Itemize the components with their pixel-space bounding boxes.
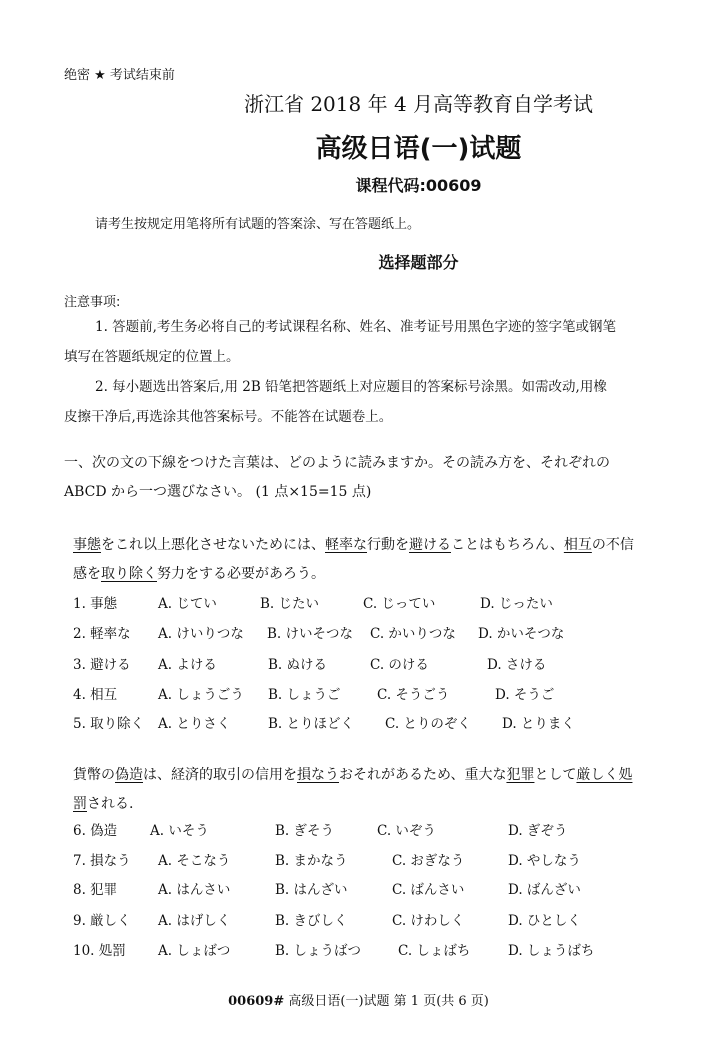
answer-option-d: D. しょうばち xyxy=(508,943,595,959)
notice-heading: 注意事项: xyxy=(64,295,121,310)
course-code-text: 课程代码:00609 xyxy=(355,176,482,195)
question-label: 8. 犯罪 xyxy=(73,882,118,898)
answer-option-d: D. じったい xyxy=(480,596,553,612)
section-title xyxy=(0,250,717,273)
notice-item-1-line-1: 1. 答题前,考生务必将自己的考试课程名称、姓名、准考证号用黑色字迹的签字笔或钢笔 xyxy=(95,319,616,335)
paper-title-text: 高级日语(一)试题 xyxy=(315,134,522,164)
underlined-word: 厳しく処 xyxy=(576,767,633,783)
answer-option-d: D. ぎぞう xyxy=(508,823,568,839)
notice-item-2-line-2: 皮擦干净后,再选涂其他答案标号。不能答在试题卷上。 xyxy=(64,409,393,425)
answer-option-d: D. さける xyxy=(487,657,547,673)
underlined-word: 偽造 xyxy=(115,767,143,783)
answer-option-d: D. とりまく xyxy=(502,716,575,732)
answer-option-a: A. はんさい xyxy=(158,882,231,898)
answer-option-b: B. じたい xyxy=(260,596,320,612)
answer-option-d: D. やしなう xyxy=(508,853,581,869)
answer-option-d: D. かいそつな xyxy=(478,626,565,642)
passage-text: をこれ以上悪化させないためには、 xyxy=(101,537,325,553)
answer-option-c: C. そうごう xyxy=(377,687,450,703)
passage-text: 貨幣の xyxy=(73,767,115,783)
passage-1-line-1 xyxy=(73,534,634,554)
passage-text: される. xyxy=(87,796,134,812)
passage-text: は、経済的取引の信用を xyxy=(143,767,297,783)
passage-text: 行動を xyxy=(367,537,409,553)
answer-option-a: A. しょばつ xyxy=(158,943,231,959)
part1-heading-line-2: ABCD から一つ選びなさい。 (1 点×15=15 点) xyxy=(64,484,372,500)
underlined-word: 軽率な xyxy=(325,537,367,553)
question-label: 9. 厳しく xyxy=(73,913,131,929)
answer-option-a: A. けいりつな xyxy=(158,626,244,642)
answer-option-b: B. とりほどく xyxy=(268,716,355,732)
underlined-word: 取り除く xyxy=(101,566,157,582)
answer-option-b: B. ぬける xyxy=(268,657,328,673)
question-label: 1. 事態 xyxy=(73,596,118,612)
answer-option-d: D. そうご xyxy=(495,687,555,703)
answer-option-b: B. しょうばつ xyxy=(275,943,362,959)
answer-option-c: C. しょばち xyxy=(398,943,471,959)
underlined-word: 損なう xyxy=(297,767,339,783)
answer-option-a: A. そこなう xyxy=(158,853,231,869)
underlined-word: 避ける xyxy=(409,537,451,553)
answer-option-a: A. じてい xyxy=(158,596,217,612)
answer-option-c: C. とりのぞく xyxy=(385,716,471,732)
answer-option-b: B. きびしく xyxy=(275,913,348,929)
underlined-word: 相互 xyxy=(563,537,592,553)
answer-option-c: C. ばんさい xyxy=(392,882,465,898)
underlined-word: 罰 xyxy=(73,796,87,812)
passage-text: として xyxy=(534,767,577,783)
answer-option-c: C. おぎなう xyxy=(392,853,465,869)
instruction-text: 请考生按规定用笔将所有试题的答案涂、写在答题纸上。 xyxy=(95,217,421,232)
question-label: 5. 取り除く xyxy=(73,716,145,732)
question-label: 3. 避ける xyxy=(73,657,131,673)
question-label: 6. 偽造 xyxy=(73,823,118,839)
answer-option-c: C. いぞう xyxy=(377,823,436,839)
answer-option-c: C. かいりつな xyxy=(370,626,456,642)
notice-item-2-line-1: 2. 每小题选出答案后,用 2B 铅笔把答题纸上对应题目的答案标号涂黑。如需改动,用橡 xyxy=(95,379,607,395)
answer-option-c: C. じってい xyxy=(363,596,436,612)
question-label: 10. 処罰 xyxy=(73,943,126,959)
passage-text: おそれがあるため、重大な xyxy=(339,767,507,783)
course-code xyxy=(0,173,717,196)
answer-option-b: B. はんざい xyxy=(275,882,348,898)
exam-title xyxy=(0,88,717,117)
passage-text: の不信 xyxy=(591,537,634,553)
answer-option-b: B. しょうご xyxy=(268,687,341,703)
paper-title xyxy=(0,128,717,165)
answer-option-c: C. けわしく xyxy=(392,913,465,929)
part1-heading-line-1: 一、次の文の下線をつけた言葉は、どのように読みますか。その読み方を、それぞれの xyxy=(64,455,610,471)
question-label: 7. 損なう xyxy=(73,853,131,869)
answer-option-b: B. ぎそう xyxy=(275,823,335,839)
page-footer xyxy=(0,990,717,1009)
answer-option-a: A. よける xyxy=(158,657,217,673)
footer-text: 高级日语(一)试题 第 1 页(共 6 页) xyxy=(284,994,489,1009)
notice-item-1-line-2: 填写在答题纸规定的位置上。 xyxy=(64,349,240,365)
underlined-word: 犯罪 xyxy=(506,767,535,783)
answer-option-d: D. ひとしく xyxy=(508,913,581,929)
answer-option-a: A. しょうごう xyxy=(158,687,244,703)
answer-option-b: B. けいそつな xyxy=(267,626,354,642)
passage-2-line-1 xyxy=(73,764,632,784)
question-label: 2. 軽率な xyxy=(73,626,131,642)
question-label: 4. 相互 xyxy=(73,687,118,703)
passage-2-line-2 xyxy=(73,793,133,813)
passage-text: ことはもちろん、 xyxy=(451,537,564,553)
underlined-word: 事態 xyxy=(73,537,101,553)
section-title-text: 选择题部分 xyxy=(378,253,459,272)
answer-option-c: C. のける xyxy=(370,657,429,673)
answer-option-a: A. とりさく xyxy=(158,716,231,732)
footer-code: 00609# xyxy=(228,994,285,1009)
passage-text: 感を xyxy=(73,566,101,582)
exam-title-text: 浙江省 2018 年 4 月高等教育自学考试 xyxy=(243,92,594,116)
answer-option-d: D. ばんざい xyxy=(508,882,581,898)
confidential-label: 绝密 ★ 考试结束前 xyxy=(64,68,175,83)
passage-text: 努力をする必要があろう。 xyxy=(157,566,325,582)
answer-option-b: B. まかなう xyxy=(275,853,348,869)
passage-1-line-2 xyxy=(73,563,325,583)
answer-option-a: A. はげしく xyxy=(158,913,231,929)
answer-option-a: A. いそう xyxy=(150,823,209,839)
